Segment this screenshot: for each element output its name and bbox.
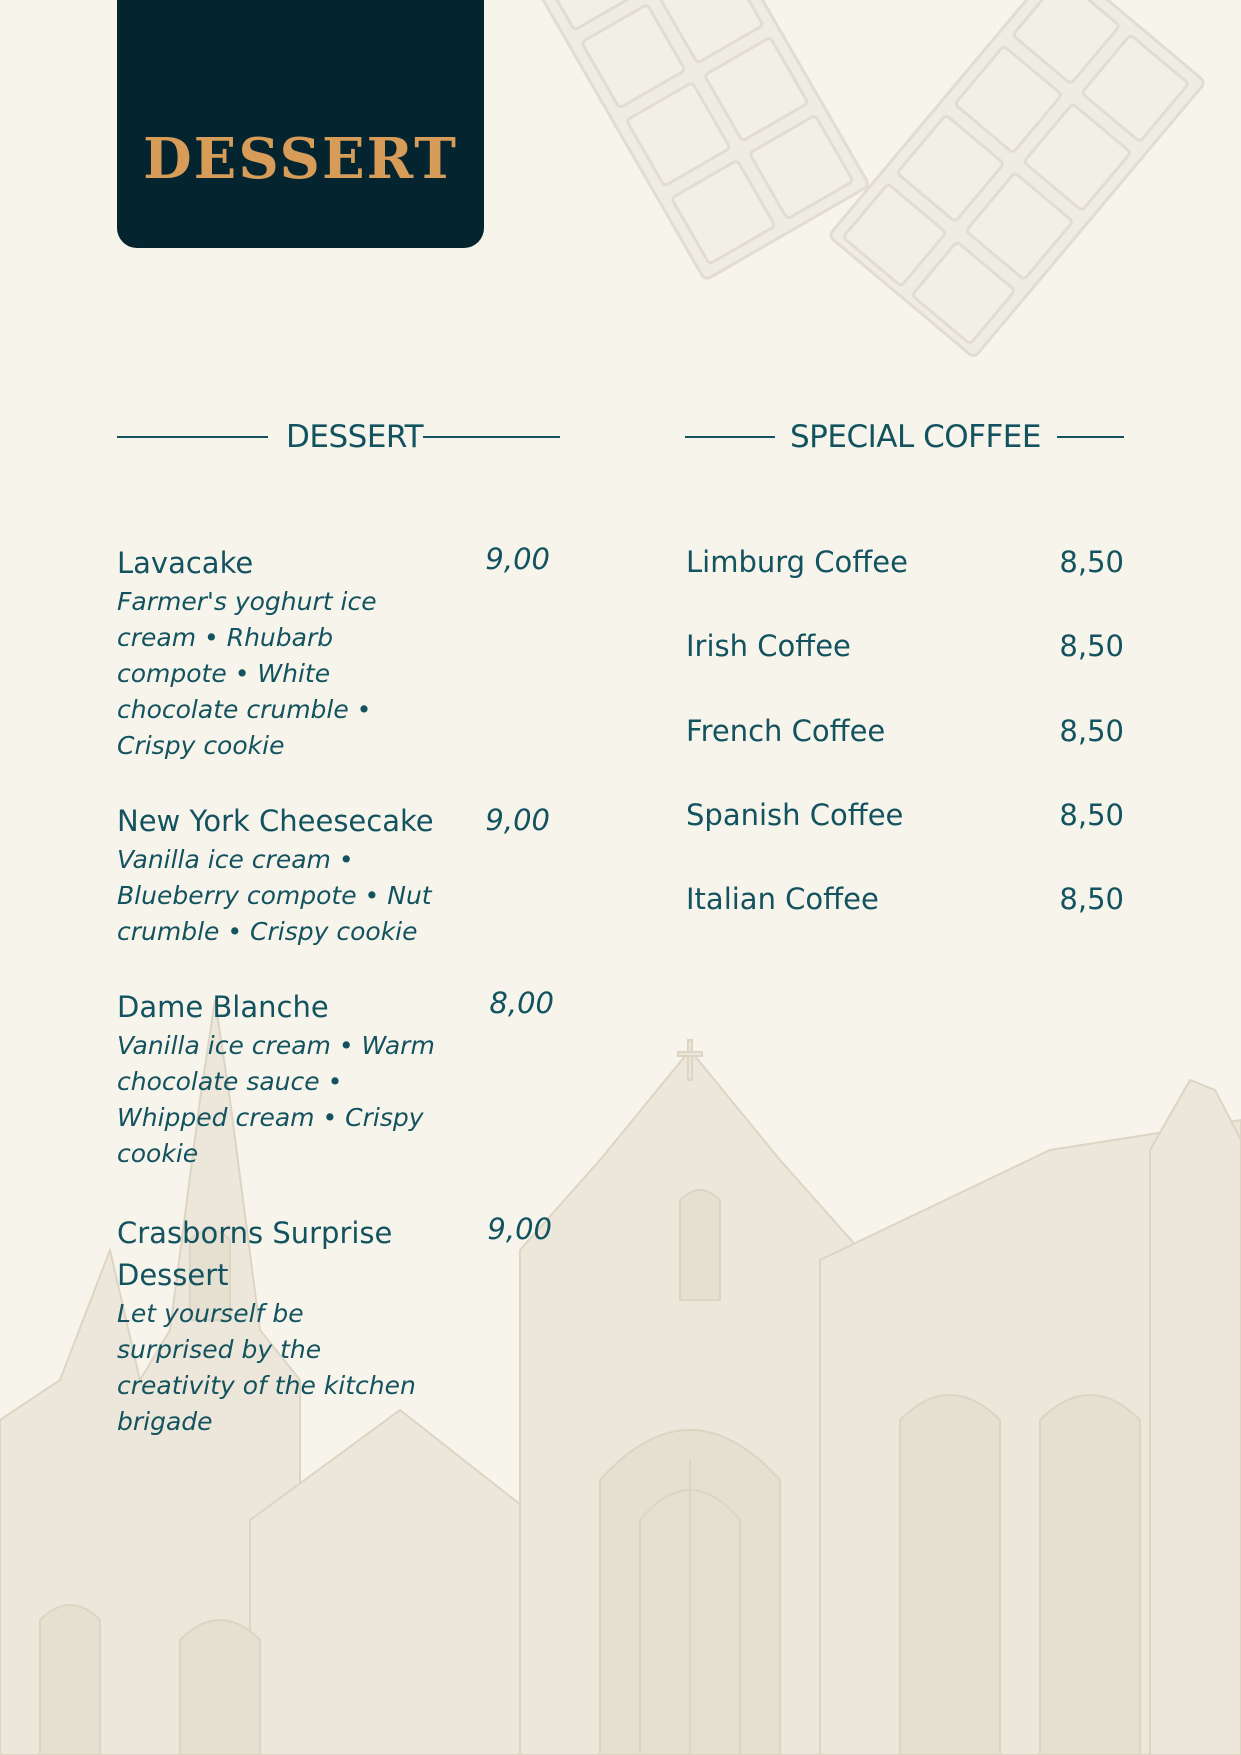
coffee-price: 8,50	[1059, 714, 1124, 748]
divider	[1057, 436, 1124, 438]
coffee-heading-label: SPECIAL COFFEE	[790, 419, 1041, 455]
dish-price: 9,00	[485, 803, 550, 837]
coffee-name: French Coffee	[686, 714, 886, 748]
dish-name: New York Cheesecake	[117, 804, 434, 838]
coffee-name: Italian Coffee	[686, 882, 879, 916]
chocolate-bar-icon	[829, 0, 1206, 358]
coffee-name: Irish Coffee	[686, 629, 851, 663]
coffee-price: 8,50	[1059, 545, 1124, 579]
coffee-price: 8,50	[1059, 882, 1124, 916]
coffee-name: Limburg Coffee	[686, 545, 908, 579]
coffee-section-heading	[685, 414, 1124, 460]
chocolate-bar-icon	[520, 0, 870, 280]
dish-name: Dame Blanche	[117, 990, 329, 1024]
coffee-price: 8,50	[1059, 798, 1124, 832]
coffee-price: 8,50	[1059, 629, 1124, 663]
dish-description: Vanilla ice cream • Warm chocolate sauce • Whipped cream • Crispy cookie	[117, 1031, 435, 1168]
dish-name: Lavacake	[117, 546, 254, 580]
dessert-section-heading	[117, 414, 560, 460]
title-banner	[117, 0, 484, 248]
menu-item-new-york-cheesecake	[117, 800, 447, 950]
menu-item-spanish-coffee	[686, 794, 1124, 836]
dish-description: Farmer's yoghurt ice cream • Rhubarb compote • White chocolate crumble • Crispy cookie	[117, 587, 377, 760]
page-title: DESSERT	[143, 126, 458, 192]
menu-item-limburg-coffee	[686, 541, 1124, 583]
menu-item-italian-coffee	[686, 878, 1124, 920]
menu-item-french-coffee	[686, 710, 1124, 752]
dish-description: Vanilla ice cream • Blueberry compote • Nut crumble • Crispy cookie	[117, 845, 432, 946]
dish-price: 8,00	[489, 986, 554, 1020]
divider	[685, 436, 775, 438]
dessert-heading-label: DESSERT	[286, 419, 424, 455]
menu-item-lavacake	[117, 542, 447, 764]
dish-name: Crasborns Surprise Dessert	[117, 1216, 393, 1292]
menu-item-crasborns-surprise-dessert	[117, 1212, 427, 1440]
dish-description: Let yourself be surprised by the creativity of the kitchen brigade	[117, 1299, 416, 1436]
divider	[423, 436, 560, 438]
coffee-name: Spanish Coffee	[686, 798, 904, 832]
dish-price: 9,00	[485, 542, 550, 576]
dish-price: 9,00	[487, 1212, 552, 1246]
menu-item-dame-blanche	[117, 986, 447, 1172]
divider	[117, 436, 268, 438]
menu-item-irish-coffee	[686, 625, 1124, 667]
